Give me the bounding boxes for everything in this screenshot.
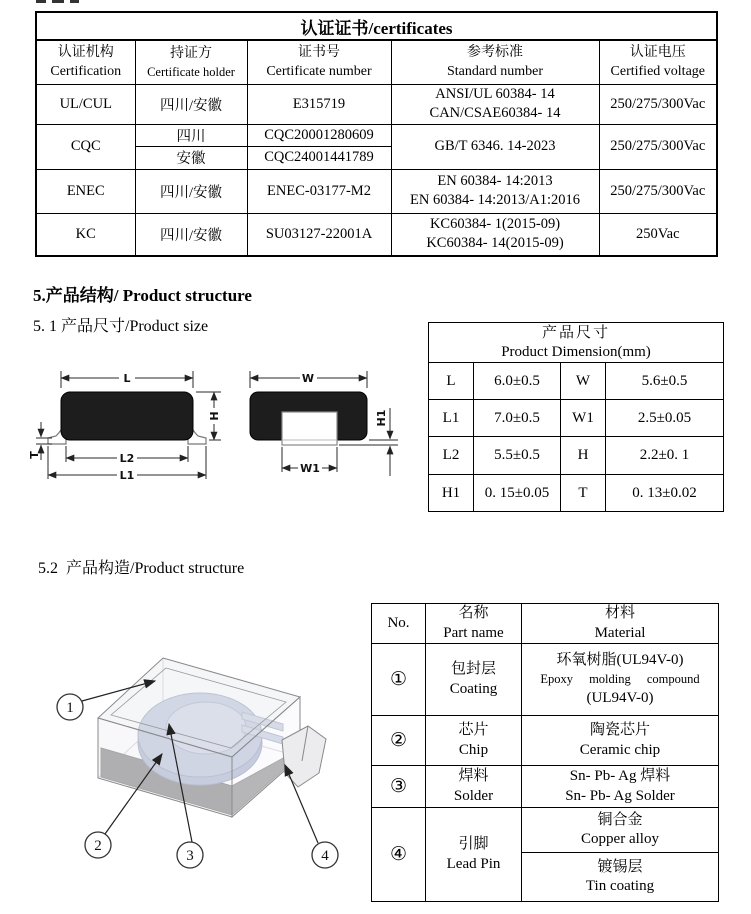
header-material: 材料 Material <box>522 604 719 644</box>
header-certification: 认证机构 Certification <box>36 40 135 84</box>
part-no: ② <box>372 716 426 766</box>
cell-voltage: 250Vac <box>599 213 717 256</box>
table-row-enec <box>36 169 717 213</box>
part-name: 芯片 Chip <box>426 716 522 766</box>
table-row-leadpin-1 <box>372 808 719 853</box>
part-material: 铜合金 Copper alloy <box>522 808 719 853</box>
cell-cert: CQC <box>36 124 135 169</box>
dim-value: 0. 13±0.02 <box>606 475 724 512</box>
dim-key: L1 <box>429 400 474 437</box>
dim-label-L2: L2 <box>119 452 135 465</box>
certificates-table-title: 认证证书/certificates <box>36 12 717 40</box>
cell-cert: UL/CUL <box>36 84 135 124</box>
cell-voltage: 250/275/300Vac <box>599 84 717 124</box>
part-material: 镀锡层 Tin coating <box>522 853 719 902</box>
clipped-content-fragment <box>70 0 79 3</box>
header-no: No. <box>372 604 426 644</box>
clipped-content-fragment <box>52 0 64 3</box>
dim-label-W1: W1 <box>300 462 320 475</box>
dim-key: L <box>429 363 474 400</box>
cell-standard: EN 60384- 14:2013 EN 60384- 14:2013/A1:2016 <box>391 169 599 213</box>
part-name: 焊料 Solder <box>426 766 522 808</box>
table-row-solder <box>372 766 719 808</box>
section-5-2-title: 5.2 产品构造/Product structure <box>38 560 245 577</box>
part-no: ③ <box>372 766 426 808</box>
part-name: 包封层 Coating <box>426 644 522 716</box>
cell-number: CQC20001280609 <box>247 124 391 146</box>
dim-label-H1: H1 <box>375 409 388 427</box>
cell-standard: ANSI/UL 60384- 14 CAN/CSAE60384- 14 <box>391 84 599 124</box>
cell-number: SU03127-22001A <box>247 213 391 256</box>
cell-number: ENEC-03177-M2 <box>247 169 391 213</box>
svg-text:3: 3 <box>186 848 194 864</box>
coating-box <box>98 658 300 817</box>
table-row-coating <box>372 644 719 716</box>
parts-table <box>371 603 719 902</box>
dim-value: 0. 15±0.05 <box>474 475 561 512</box>
product-structure-diagram <box>35 640 355 880</box>
table-row <box>429 400 724 437</box>
dim-label-H: H <box>208 411 221 421</box>
dimension-table-wrap <box>428 322 724 512</box>
table-row-kc <box>36 213 717 256</box>
dim-label-L: L <box>123 372 131 385</box>
table-row-cqc-1 <box>36 124 717 146</box>
cell-voltage: 250/275/300Vac <box>599 169 717 213</box>
dim-key: L2 <box>429 437 474 475</box>
dim-key: H <box>561 437 606 475</box>
front-view-drawing <box>250 370 398 476</box>
component-body-side <box>61 392 193 440</box>
section-5-title: 5.产品结构/ Product structure <box>33 286 252 305</box>
part-no: ④ <box>372 808 426 902</box>
svg-text:2: 2 <box>94 838 102 854</box>
callout-4 <box>312 842 338 868</box>
dimension-table-title: 产品尺寸 Product Dimension(mm) <box>429 323 724 363</box>
section-5-1-title: 5. 1 产品尺寸/Product size <box>33 318 209 335</box>
header-certificate-number: 证书号 Certificate number <box>247 40 391 84</box>
dimension-table <box>428 322 724 512</box>
dim-key: W1 <box>561 400 606 437</box>
cell-standard: KC60384- 1(2015-09) KC60384- 14(2015-09) <box>391 213 599 256</box>
cell-holder: 安徽 <box>135 146 247 169</box>
part-name: 引脚 Lead Pin <box>426 808 522 902</box>
table-row-chip <box>372 716 719 766</box>
callout-1 <box>57 694 83 720</box>
dim-label-W: W <box>301 372 315 385</box>
dim-value: 5.6±0.5 <box>606 363 724 400</box>
parts-table-wrap <box>371 603 719 902</box>
dim-key: T <box>561 475 606 512</box>
cell-cert: KC <box>36 213 135 256</box>
dim-value: 2.5±0.05 <box>606 400 724 437</box>
cell-cert: ENEC <box>36 169 135 213</box>
table-row-ul <box>36 84 717 124</box>
certificates-table <box>35 11 718 257</box>
header-certified-voltage: 认证电压 Certified voltage <box>599 40 717 84</box>
dim-key: W <box>561 363 606 400</box>
table-row <box>429 363 724 400</box>
part-no: ① <box>372 644 426 716</box>
header-part-name: 名称 Part name <box>426 604 522 644</box>
cell-holder: 四川/安徽 <box>135 84 247 124</box>
dim-value: 7.0±0.5 <box>474 400 561 437</box>
cell-number: E315719 <box>247 84 391 124</box>
callout-3 <box>177 842 203 868</box>
certificates-table-wrap <box>35 11 718 257</box>
table-row <box>429 475 724 512</box>
dim-value: 2.2±0. 1 <box>606 437 724 475</box>
parts-header-row <box>372 604 719 644</box>
cell-voltage: 250/275/300Vac <box>599 124 717 169</box>
part-material: 陶瓷芯片 Ceramic chip <box>522 716 719 766</box>
svg-text:4: 4 <box>321 848 329 864</box>
clipped-content-fragment <box>36 0 46 3</box>
header-standard-number: 参考标准 Standard number <box>391 40 599 84</box>
product-size-drawing <box>28 358 428 508</box>
part-material: Sn- Pb- Ag 焊料 Sn- Pb- Ag Solder <box>522 766 719 808</box>
dim-value: 5.5±0.5 <box>474 437 561 475</box>
part-material: 环氧树脂(UL94V-0) Epoxy molding compound (UL94V-0) <box>522 644 719 716</box>
cell-holder: 四川/安徽 <box>135 169 247 213</box>
cell-number: CQC24001441789 <box>247 146 391 169</box>
header-certificate-holder: 持证方 Certificate holder <box>135 40 247 84</box>
dim-value: 6.0±0.5 <box>474 363 561 400</box>
table-row <box>429 437 724 475</box>
cell-holder: 四川/安徽 <box>135 213 247 256</box>
svg-text:1: 1 <box>66 700 74 716</box>
side-view-drawing <box>28 370 221 482</box>
dim-key: H1 <box>429 475 474 512</box>
certificates-header-row <box>36 40 717 84</box>
dim-label-T: T <box>28 451 41 459</box>
callout-2 <box>85 832 111 858</box>
cell-holder: 四川 <box>135 124 247 146</box>
dim-label-L1: L1 <box>119 469 135 482</box>
cell-standard: GB/T 6346. 14-2023 <box>391 124 599 169</box>
